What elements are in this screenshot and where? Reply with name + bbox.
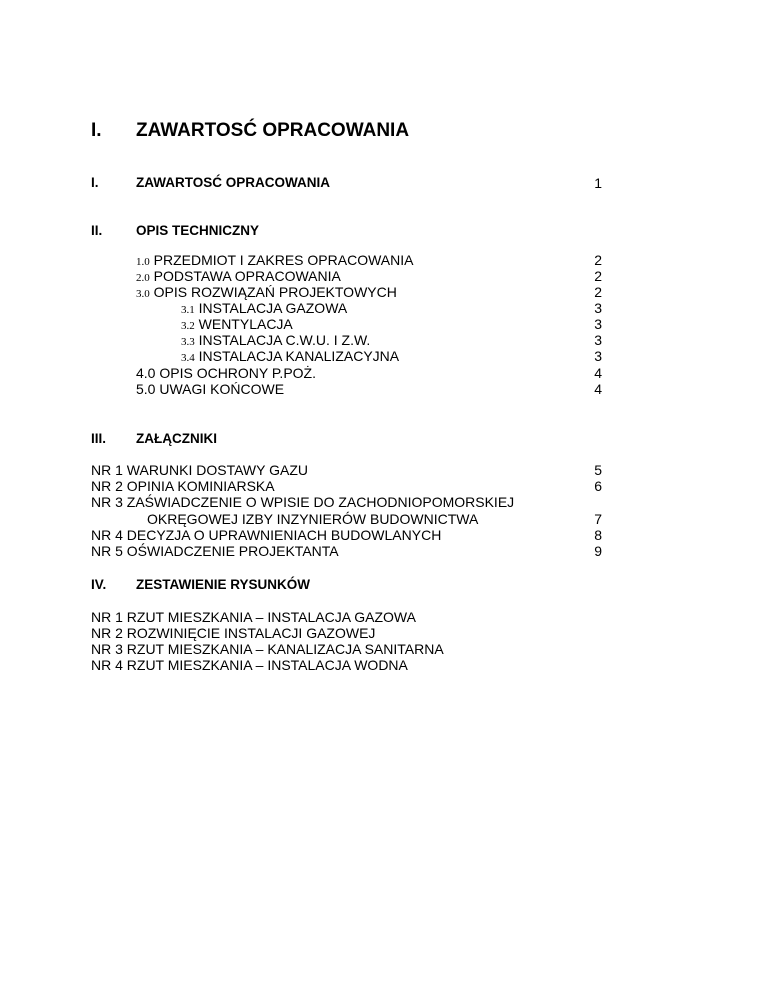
drawing-item: NR 2 ROZWINIĘCIE INSTALACJI GAZOWEJ (91, 625, 376, 641)
toc-item-number: 2.0 (136, 272, 150, 284)
page-number: 2 (594, 252, 602, 268)
section-numeral: I. (91, 175, 99, 190)
toc-item-label: PRZEDMIOT I ZAKRES OPRACOWANIA (153, 252, 414, 268)
toc-item (136, 365, 316, 381)
section-heading: OPIS TECHNICZNY (136, 223, 260, 238)
toc-item-label: PODSTAWA OPRACOWANIA (153, 268, 341, 284)
page-number: 1 (594, 175, 602, 191)
toc-item-number: 3.3 (181, 336, 195, 348)
page-number: 6 (594, 478, 602, 494)
toc-item-number: 1.0 (136, 256, 150, 268)
toc-item-label: OPIS ROZWIĄZAŃ PROJEKTOWYCH (153, 284, 397, 300)
section-heading: ZAŁĄCZNIKI (136, 431, 217, 446)
toc-item-label: INSTALACJA KANALIZACYJNA (198, 348, 400, 364)
toc-item-label: 5.0 UWAGI KOŃCOWE (136, 381, 285, 397)
drawing-item: NR 3 RZUT MIESZKANIA – KANALIZACJA SANITARNA (91, 641, 444, 657)
attachment-item: NR 2 OPINIA KOMINIARSKA (91, 478, 275, 494)
toc-item-label: 4.0 OPIS OCHRONY P.POŻ. (136, 365, 316, 381)
page-number: 3 (594, 332, 602, 348)
section-numeral: III. (91, 431, 107, 446)
attachment-item: NR 5 OŚWIADCZENIE PROJEKTANTA (91, 543, 339, 559)
attachment-item: NR 3 ZAŚWIADCZENIE O WPISIE DO ZACHODNIOPOMORSKIEJ (91, 494, 515, 510)
page-number: 8 (594, 527, 602, 543)
toc-item (136, 381, 284, 397)
toc-item-number: 3.4 (181, 352, 195, 364)
page-number: 9 (594, 543, 602, 559)
page-number: 2 (594, 284, 602, 300)
page-number: 4 (594, 381, 602, 397)
drawing-item: NR 4 RZUT MIESZKANIA – INSTALACJA WODNA (91, 657, 408, 673)
page-title: ZAWARTOSĆ OPRACOWANIA (136, 120, 410, 141)
section-numeral: IV. (91, 577, 107, 592)
drawing-item: NR 1 RZUT MIESZKANIA – INSTALACJA GAZOWA (91, 609, 416, 625)
page-number: 3 (594, 300, 602, 316)
page-number: 3 (594, 348, 602, 364)
attachment-item-continuation: OKRĘGOWEJ IZBY INZYNIERÓW BUDOWNICTWA (147, 511, 479, 527)
attachment-item: NR 4 DECYZJA O UPRAWNIENIACH BUDOWLANYCH (91, 527, 442, 543)
section-numeral: II. (91, 223, 103, 238)
page-number: 4 (594, 365, 602, 381)
attachment-item: NR 1 WARUNKI DOSTAWY GAZU (91, 462, 309, 478)
title-numeral: I. (91, 120, 102, 141)
toc-item-label: WENTYLACJA (198, 316, 293, 332)
toc-subitem (181, 348, 399, 366)
toc-item-number: 3.0 (136, 288, 150, 300)
toc-item-number: 3.2 (181, 320, 195, 332)
page-number: 2 (594, 268, 602, 284)
page-number: 3 (594, 316, 602, 332)
section-heading: ZESTAWIENIE RYSUNKÓW (136, 577, 311, 592)
page-number: 7 (594, 511, 602, 527)
page-number: 5 (594, 462, 602, 478)
section-heading: ZAWARTOSĆ OPRACOWANIA (136, 175, 331, 190)
toc-item-label: INSTALACJA GAZOWA (198, 300, 348, 316)
toc-item-label: INSTALACJA C.W.U. I Z.W. (198, 332, 371, 348)
toc-item-number: 3.1 (181, 304, 195, 316)
